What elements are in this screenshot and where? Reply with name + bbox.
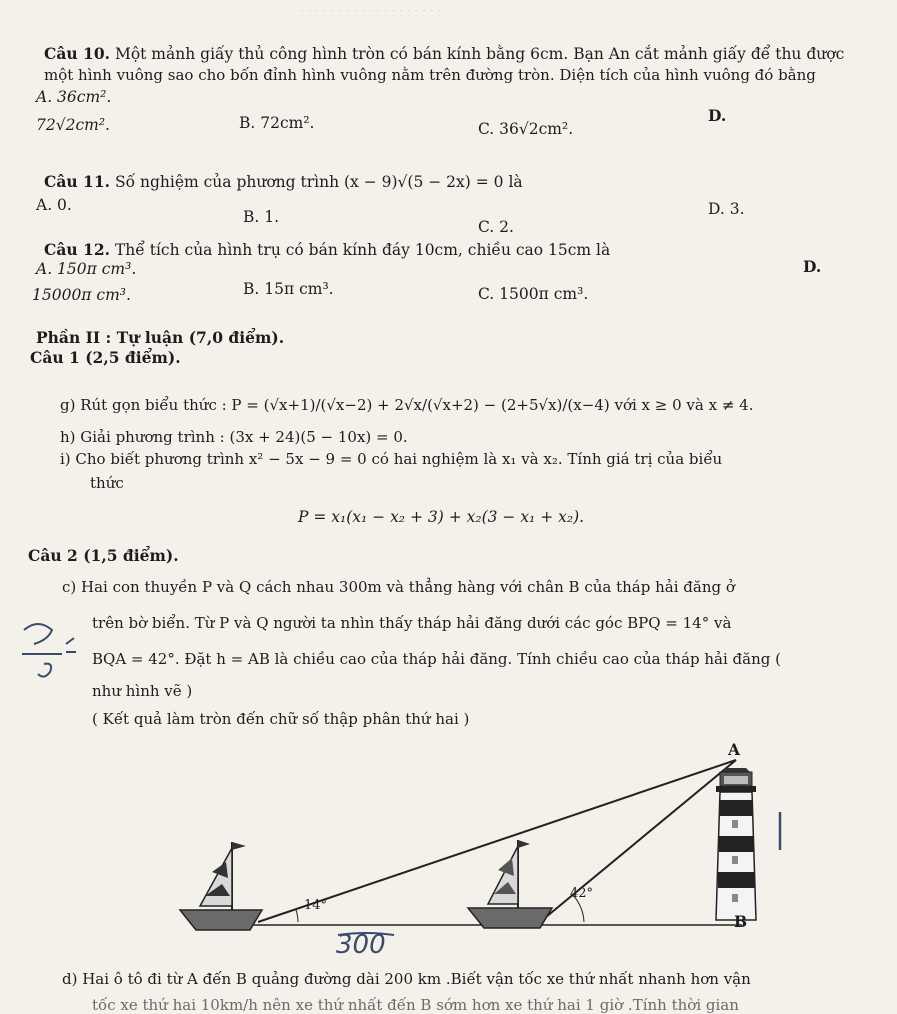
q2-part-c-line4: như hình vẽ ) xyxy=(92,682,193,700)
q2-part-c-line5: ( Kết quả làm tròn đến chữ số thập phân thứ hai ) xyxy=(92,710,470,728)
q1-part-i-line1: i) Cho biết phương trình x² − 5x − 9 = 0 có hai nghiệm là x₁ và x₂. Tính giá trị của biểu xyxy=(60,450,723,468)
q2-part-c-line3: BQA = 42°. Đặt h = AB là chiều cao của tháp hải đăng. Tính chiều cao của tháp hải đăng ( xyxy=(92,650,781,668)
q12-line1: Câu 12. Thể tích của hình trụ có bán kính đáy 10cm, chiều cao 15cm là xyxy=(44,240,611,259)
angle-arc-p xyxy=(296,910,298,922)
q10-option-a: A. 36cm². xyxy=(36,88,112,106)
q1-part-h: h) Giải phương trình : (3x + 24)(5 − 10x) = 0. xyxy=(60,428,408,446)
q2-part-c-line1: c) Hai con thuyền P và Q cách nhau 300m và thẳng hàng với chân B của tháp hải đăng ở xyxy=(62,578,735,596)
point-b-label: B xyxy=(734,912,748,931)
handwritten-overline xyxy=(336,931,396,939)
q10-option-c: C. 36√2cm². xyxy=(478,120,574,138)
q11-option-d: D. 3. xyxy=(708,200,745,218)
q11-option-a: A. 0. xyxy=(36,196,72,214)
q10-line2: một hình vuông sao cho bốn đỉnh hình vuông nằm trên đường tròn. Diện tích của hình vuông đó bằng xyxy=(44,66,816,84)
q12-option-c: C. 1500π cm³. xyxy=(478,285,589,303)
bleed-through-text: · · · · · · · · · · · · · · · · · · · xyxy=(300,4,442,18)
q1-part-i-formula: P = x₁(x₁ − x₂ + 3) + x₂(3 − x₁ + x₂). xyxy=(298,508,585,526)
q2-part-c-line2: trên bờ biển. Từ P và Q người ta nhìn thấy tháp hải đăng dưới các góc BPQ = 14° và xyxy=(92,614,732,632)
question-2-heading: Câu 2 (1,5 điểm). xyxy=(28,546,179,565)
point-a-label: A xyxy=(728,740,741,759)
q2-part-d-line2: tốc xe thứ hai 10km/h nên xe thứ nhất đến B sớm hơn xe thứ hai 1 giờ .Tính thời gian xyxy=(92,996,739,1014)
q11-line1: Câu 11. Số nghiệm của phương trình (x − 9)√(5 − 2x) = 0 là xyxy=(44,172,523,191)
q12-option-d: D. xyxy=(803,257,822,276)
question-1-heading: Câu 1 (2,5 điểm). xyxy=(30,348,181,367)
angle-p-label: 14° xyxy=(304,898,328,913)
q2-part-d-line1: d) Hai ô tô đi từ A đến B quảng đường dài 200 km .Biết vận tốc xe thứ nhất nhanh hơn vận xyxy=(62,970,751,988)
angle-q-label: 42° xyxy=(570,886,594,901)
handwritten-distance: 300 xyxy=(336,930,386,960)
q1-part-i-line2: thức xyxy=(90,474,124,492)
q10-line1: Câu 10. Một mảnh giấy thủ công hình tròn có bán kính bằng 6cm. Bạn An cắt mảnh giấy để thu được xyxy=(44,44,845,63)
boat-q xyxy=(468,840,552,928)
q12-option-d-value: 15000π cm³. xyxy=(32,286,131,304)
q12-option-b: B. 15π cm³. xyxy=(243,280,334,298)
q11-option-b: B. 1. xyxy=(243,208,280,226)
lighthouse-tower xyxy=(716,768,756,920)
boat-p xyxy=(180,842,262,930)
q10-option-d-value: 72√2cm². xyxy=(36,116,110,134)
q12-option-a: A. 150π cm³. xyxy=(36,260,137,278)
q10-option-b: B. 72cm². xyxy=(239,114,315,132)
q10-option-d: D. xyxy=(708,106,727,125)
part2-title: Phần II : Tự luận (7,0 điểm). xyxy=(36,328,285,347)
q1-part-g: g) Rút gọn biểu thức : P = (√x+1)/(√x−2) + 2√x/(√x+2) − (2+5√x)/(x−4) với x ≥ 0 và x ≠ 4. xyxy=(60,396,754,414)
q11-option-c: C. 2. xyxy=(478,218,514,236)
